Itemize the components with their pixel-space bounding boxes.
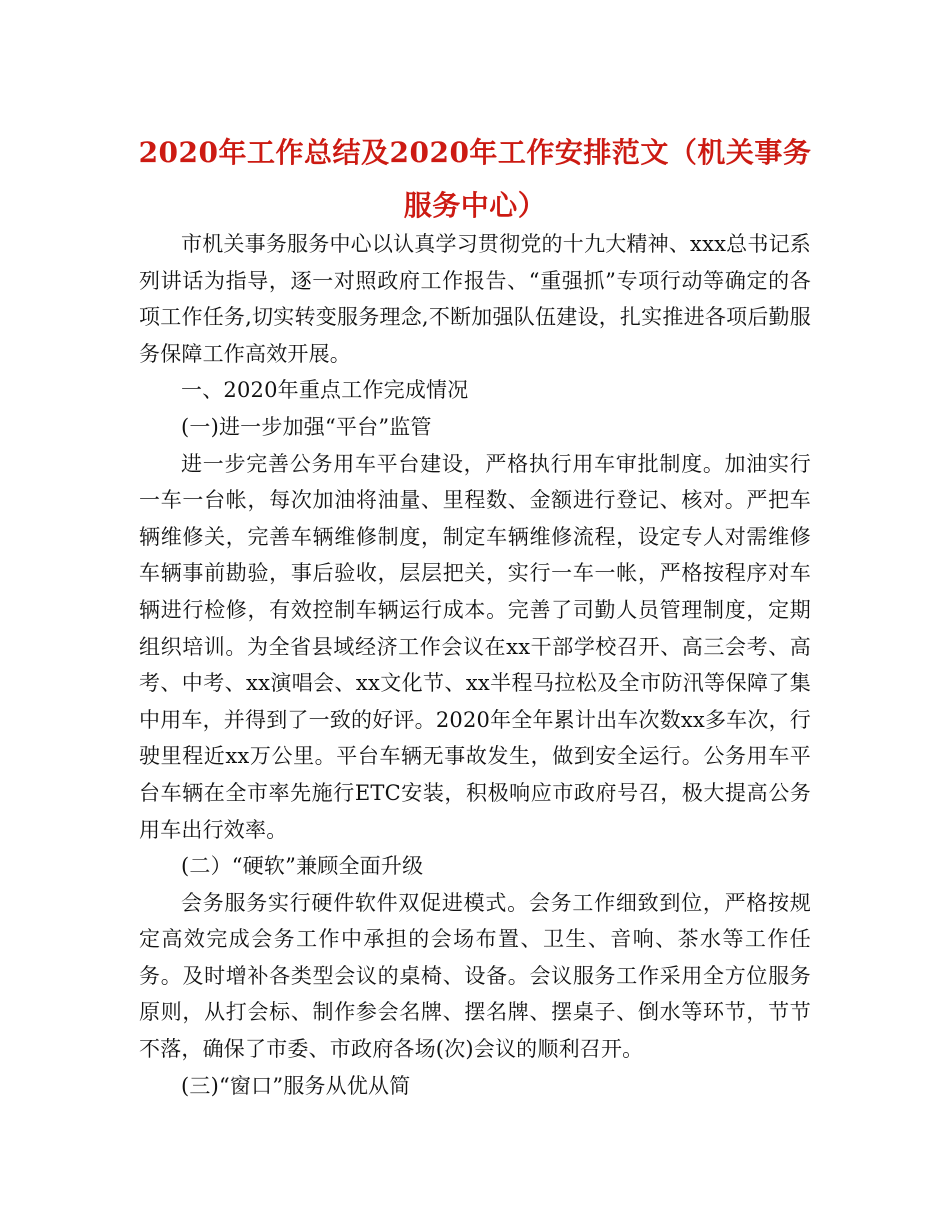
vehicle-platform-paragraph: 进一步完善公务用车平台建设，严格执行用车审批制度。加油实行一车一台帐，每次加油将油量、里程数、金额进行登记、核对。严把车辆维修关，完善车辆维修制度，制定车辆维修流程，设定专人对需维修车辆事前勘验，事后验收，层层把关，实行一车一帐，严格按程序对车辆进行检修，有效控制车辆运行成本。完善了司勤人员管理制度，定期组织培训。为全省县域经济工作会议在xx干部学校召开、高三会考、高考、中考、xx演唱会、xx文化节、xx半程马拉松及全市防汛等保障了集中用车，并得到了一致的好评。2020年全年累计出车次数xx多车次，行驶里程近xx万公里。平台车辆无事故发生，做到安全运行。公务用车平台车辆在全市率先施行ETC安装，积极响应市政府号召，极大提高公务用车出行效率。 (139, 451, 811, 842)
subsection-heading-3: (三)“窗口”服务从优从简 (181, 1073, 411, 1098)
subsection-heading-2: (二）“硬软”兼顾全面升级 (181, 854, 424, 879)
conference-service-paragraph: 会务服务实行硬件软件双促进模式。会务工作细致到位，严格按规定高效完成会务工作中承担的会场布置、卫生、音响、茶水等工作任务。及时增补各类型会议的桌椅、设备。会议服务工作采用全方位服务原则，从打会标、制作参会名牌、摆名牌、摆桌子、倒水等环节，节节不落，确保了市委、市政府各场(次)会议的顺利召开。 (139, 890, 811, 1062)
document-body (139, 226, 811, 1104)
subsection-heading-1: (一)进一步加强“平台”监管 (181, 414, 432, 439)
document-title: 2020年工作总结及2020年工作安排范文（机关事务服务中心） (138, 136, 812, 222)
intro-paragraph: 市机关事务服务中心以认真学习贯彻党的十九大精神、xxx总书记系列讲话为指导，逐一对照政府工作报告、“重强抓”专项行动等确定的各项工作任务,切实转变服务理念,不断加强队伍建设，扎实推进各项后勤服务保障工作高效开展。 (139, 232, 811, 366)
section-heading-1: 一、2020年重点工作完成情况 (181, 378, 469, 403)
